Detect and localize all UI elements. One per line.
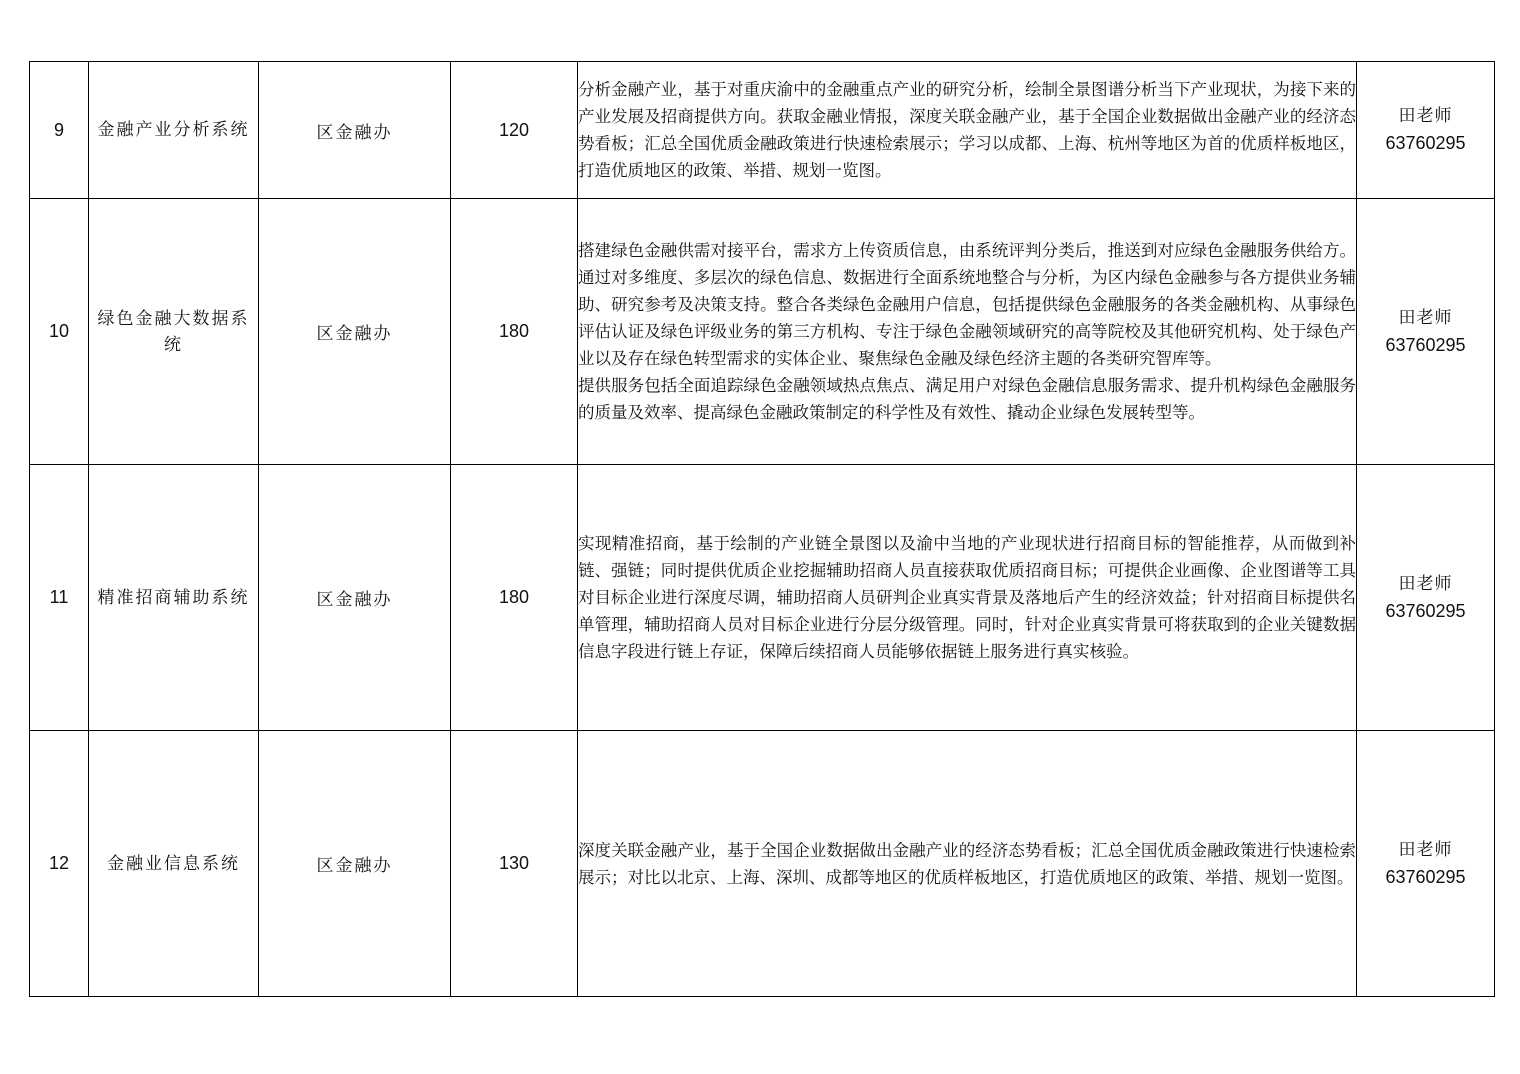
contact-phone: 63760295 [1385,600,1466,621]
budget: 130 [451,731,578,997]
department: 区金融办 [259,199,451,465]
system-name: 绿色金融大数据系统 [89,199,259,465]
row-index: 11 [30,465,89,731]
system-name: 金融产业分析系统 [89,62,259,199]
contact [1357,465,1495,731]
department: 区金融办 [259,731,451,997]
row-index: 12 [30,731,89,997]
description-paragraph: 实现精准招商，基于绘制的产业链全景图以及渝中当地的产业现状进行招商目标的智能推荐，从而做到补链、强链；同时提供优质企业挖掘辅助招商人员直接获取优质招商目标；可提供企业画像、企业图谱等工具对目标企业进行深度尽调，辅助招商人员研判企业真实背景及落地后产生的经济效益；针对招商目标提供名单管理，辅助招商人员对目标企业进行分层分级管理。同时，针对企业真实背景可将获取到的企业关键数据信息字段进行链上存证，保障后续招商人员能够依据链上服务进行真实核验。 [578,534,1356,661]
description [578,62,1357,199]
budget: 180 [451,199,578,465]
table-row [30,731,1495,997]
row-index: 9 [30,62,89,199]
description-paragraph: 提供服务包括全面追踪绿色金融领域热点焦点、满足用户对绿色金融信息服务需求、提升机构绿色金融服务的质量及效率、提高绿色金融政策制定的科学性及有效性、撬动企业绿色发展转型等。 [578,376,1356,422]
description-paragraph: 搭建绿色金融供需对接平台，需求方上传资质信息，由系统评判分类后，推送到对应绿色金融服务供给方。通过对多维度、多层次的绿色信息、数据进行全面系统地整合与分析，为区内绿色金融参与各方提供业务辅助、研究参考及决策支持。整合各类绿色金融用户信息，包括提供绿色金融服务的各类金融机构、从事绿色评估认证及绿色评级业务的第三方机构、专注于绿色金融领域研究的高等院校及其他研究机构、处于绿色产业以及存在绿色转型需求的实体企业、聚焦绿色金融及绿色经济主题的各类研究智库等。 [578,241,1356,368]
table-row [30,465,1495,731]
contact-name: 田老师 [1398,573,1453,594]
contact-phone: 63760295 [1385,133,1466,153]
budget: 180 [451,465,578,731]
department: 区金融办 [259,465,451,731]
system-name: 精准招商辅助系统 [89,465,259,731]
contact [1357,62,1495,199]
contact-phone: 63760295 [1385,866,1466,887]
contact-name: 田老师 [1398,106,1453,126]
table-row [30,199,1495,465]
project-table [29,61,1495,997]
department: 区金融办 [259,62,451,199]
row-index: 10 [30,199,89,465]
description [578,731,1357,997]
description [578,465,1357,731]
budget: 120 [451,62,578,199]
system-name: 金融业信息系统 [89,731,259,997]
contact [1357,731,1495,997]
table-row [30,62,1495,199]
contact-phone: 63760295 [1385,334,1466,355]
contact-name: 田老师 [1398,839,1453,860]
description [578,199,1357,465]
contact [1357,199,1495,465]
contact-name: 田老师 [1398,307,1453,328]
description-paragraph: 深度关联金融产业，基于全国企业数据做出金融产业的经济态势看板；汇总全国优质金融政策进行快速检索展示；对比以北京、上海、深圳、成都等地区的优质样板地区，打造优质地区的政策、举措、规划一览图。 [578,840,1356,887]
description-paragraph: 分析金融产业，基于对重庆渝中的金融重点产业的研究分析，绘制全景图谱分析当下产业现状，为接下来的产业发展及招商提供方向。获取金融业情报，深度关联金融产业，基于全国企业数据做出金融产业的经济态势看板；汇总全国优质金融政策进行快速检索展示；学习以成都、上海、杭州等地区为首的优质样板地区，打造优质地区的政策、举措、规划一览图。 [578,80,1356,180]
